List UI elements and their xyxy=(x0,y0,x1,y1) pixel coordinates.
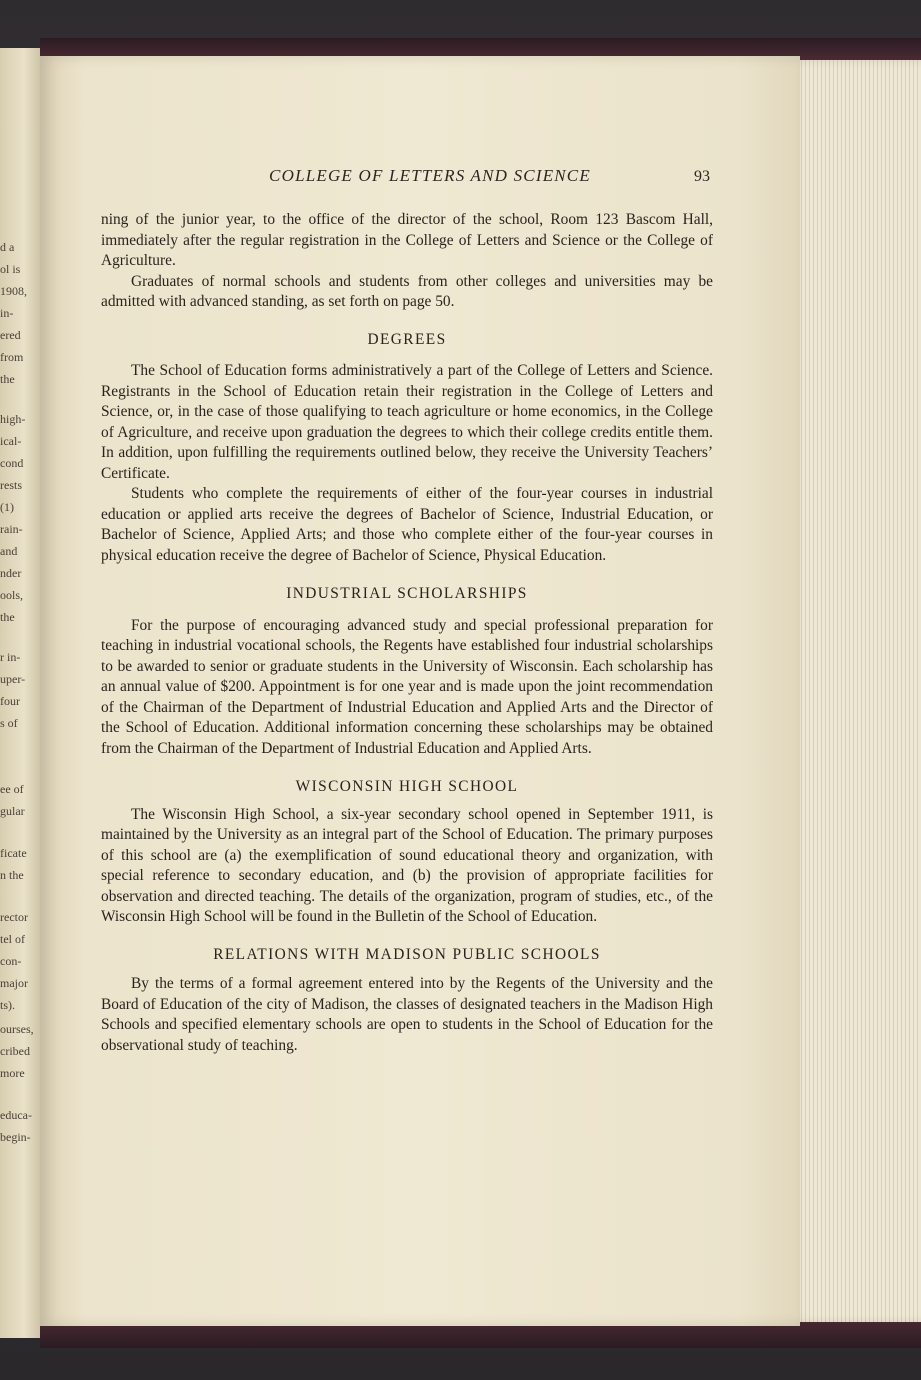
left-page-text-fragment: ourses, xyxy=(0,1022,34,1036)
page-number: 93 xyxy=(694,168,710,185)
left-page-text-fragment: ools, xyxy=(0,588,24,602)
body-text xyxy=(101,210,713,1056)
left-page-text-fragment: gular xyxy=(0,804,25,818)
left-page-text-fragment: more xyxy=(0,1066,25,1080)
degrees-paragraph-1: The School of Education forms administratively a part of the College of Letters and Science. Registrants in the School of Education retain their registration in the College of Letters and Science, or, in the case of those qualifying to teach agriculture or home economics, in the College of Agriculture, and receive upon graduation the degrees to which their college credits entitle them. In addition, upon fulfilling the requirements outlined below, they receive the University Teachers’ Certificate. xyxy=(101,362,713,482)
left-page-text-fragment: four xyxy=(0,694,20,708)
left-page-text-fragment: begin- xyxy=(0,1130,31,1144)
left-page-text-fragment: in- xyxy=(0,306,14,320)
relations-madison-paragraph: By the terms of a formal agreement entered into by the Regents of the University and the Board of Education of the city of Madison, the classes of designated teachers in the Madison High Schools and specified elementary schools are open to students in the School of Education for the observational study of teaching. xyxy=(101,975,713,1054)
left-page-text-fragment: ficate xyxy=(0,846,27,860)
left-page-text-fragment: d a xyxy=(0,240,15,254)
left-page-text-fragment: rain- xyxy=(0,522,23,536)
industrial-scholarships-paragraph: For the purpose of encouraging advanced study and special professional preparation for teaching in industrial vocational schools, the Regents have established four industrial scholarships to be awarded to senior or graduate students in the University of Wisconsin. Each scholarship has an annual value of $200. Appointment is for one year and is made upon the joint recommendation of the Chairman of the Department of Industrial Education and Applied Arts and the Director of the School of Education. Additional information concerning these scholarships may be obtained from the Chairman of the Department of Industrial Education and Applied Arts. xyxy=(101,616,713,757)
left-page-text-fragment: educa- xyxy=(0,1108,32,1122)
page-stack-edge xyxy=(790,60,921,1322)
left-page-text-fragment: rests xyxy=(0,478,22,492)
left-page-text-fragment: nder xyxy=(0,566,22,580)
left-page-text-fragment: and xyxy=(0,544,18,558)
left-page-text-fragment: n the xyxy=(0,868,24,882)
left-page-text-fragment: tel of xyxy=(0,932,25,946)
left-page-text-fragment: major xyxy=(0,976,28,990)
left-page-text-fragment: cond xyxy=(0,456,24,470)
left-page-text-fragment: cribed xyxy=(0,1044,30,1058)
left-page-text-fragment: uper- xyxy=(0,672,26,686)
heading-relations-madison: RELATIONS WITH MADISON PUBLIC SCHOOLS xyxy=(213,945,601,963)
left-page-text-fragment: ee of xyxy=(0,782,24,796)
left-page-text-fragment: ered xyxy=(0,328,21,342)
left-page-text-fragment: the xyxy=(0,372,15,386)
running-head xyxy=(40,162,800,192)
left-page-text-fragment: ol is xyxy=(0,262,21,276)
left-page-text-fragment: s of xyxy=(0,716,18,730)
running-head-title: COLLEGE OF LETTERS AND SCIENCE xyxy=(269,166,591,185)
left-page-text-fragment: from xyxy=(0,350,24,364)
intro-paragraph-continuation: ning of the junior year, to the office of the director of the school, Room 123 Bascom Hall, immediately after the regular registration in the College of Letters and Science or the College of Agriculture. xyxy=(101,211,713,269)
left-page-text-fragment: 1908, xyxy=(0,284,27,298)
left-page-text-fragment: con- xyxy=(0,954,22,968)
left-page-edge xyxy=(0,48,40,1338)
left-page-text-fragment: high- xyxy=(0,412,26,426)
heading-industrial-scholarships: INDUSTRIAL SCHOLARSHIPS xyxy=(286,585,528,602)
heading-degrees: DEGREES xyxy=(367,330,447,348)
wisconsin-high-school-paragraph: The Wisconsin High School, a six-year secondary school opened in September 1911, is maintained by the University as an integral part of the School of Education. The primary purposes of this school are (a) the exemplification of sound educational theory and organization, with special reference to secondary education, and (b) the provision of appropriate facilities for observation and directed teaching. The details of the organization, program of studies, etc., of the Wisconsin High School will be found in the Bulletin of the School of Education. xyxy=(101,805,713,925)
left-page-text-fragment: the xyxy=(0,610,15,624)
left-page-text-fragment: ts). xyxy=(0,998,15,1012)
left-page-text-fragment: rector xyxy=(0,910,28,924)
left-page-text-fragment: r in- xyxy=(0,650,21,664)
left-page-text-fragment: ical- xyxy=(0,434,22,448)
intro-paragraph-graduates: Graduates of normal schools and students from other colleges and universities may be admitted with advanced standing, as set forth on page 50. xyxy=(101,272,713,310)
heading-wisconsin-high-school: WISCONSIN HIGH SCHOOL xyxy=(295,778,519,795)
degrees-paragraph-2: Students who complete the requirements of either of the four-year courses in industrial education or applied arts receive the degrees of Bachelor of Science, Industrial Education, or Bachelor of Science, Applied Arts; and those who complete either of the four-year courses in physical education receive the degree of Bachelor of Science, Physical Education. xyxy=(101,485,713,564)
left-page-text-fragment: (1) xyxy=(0,500,14,514)
